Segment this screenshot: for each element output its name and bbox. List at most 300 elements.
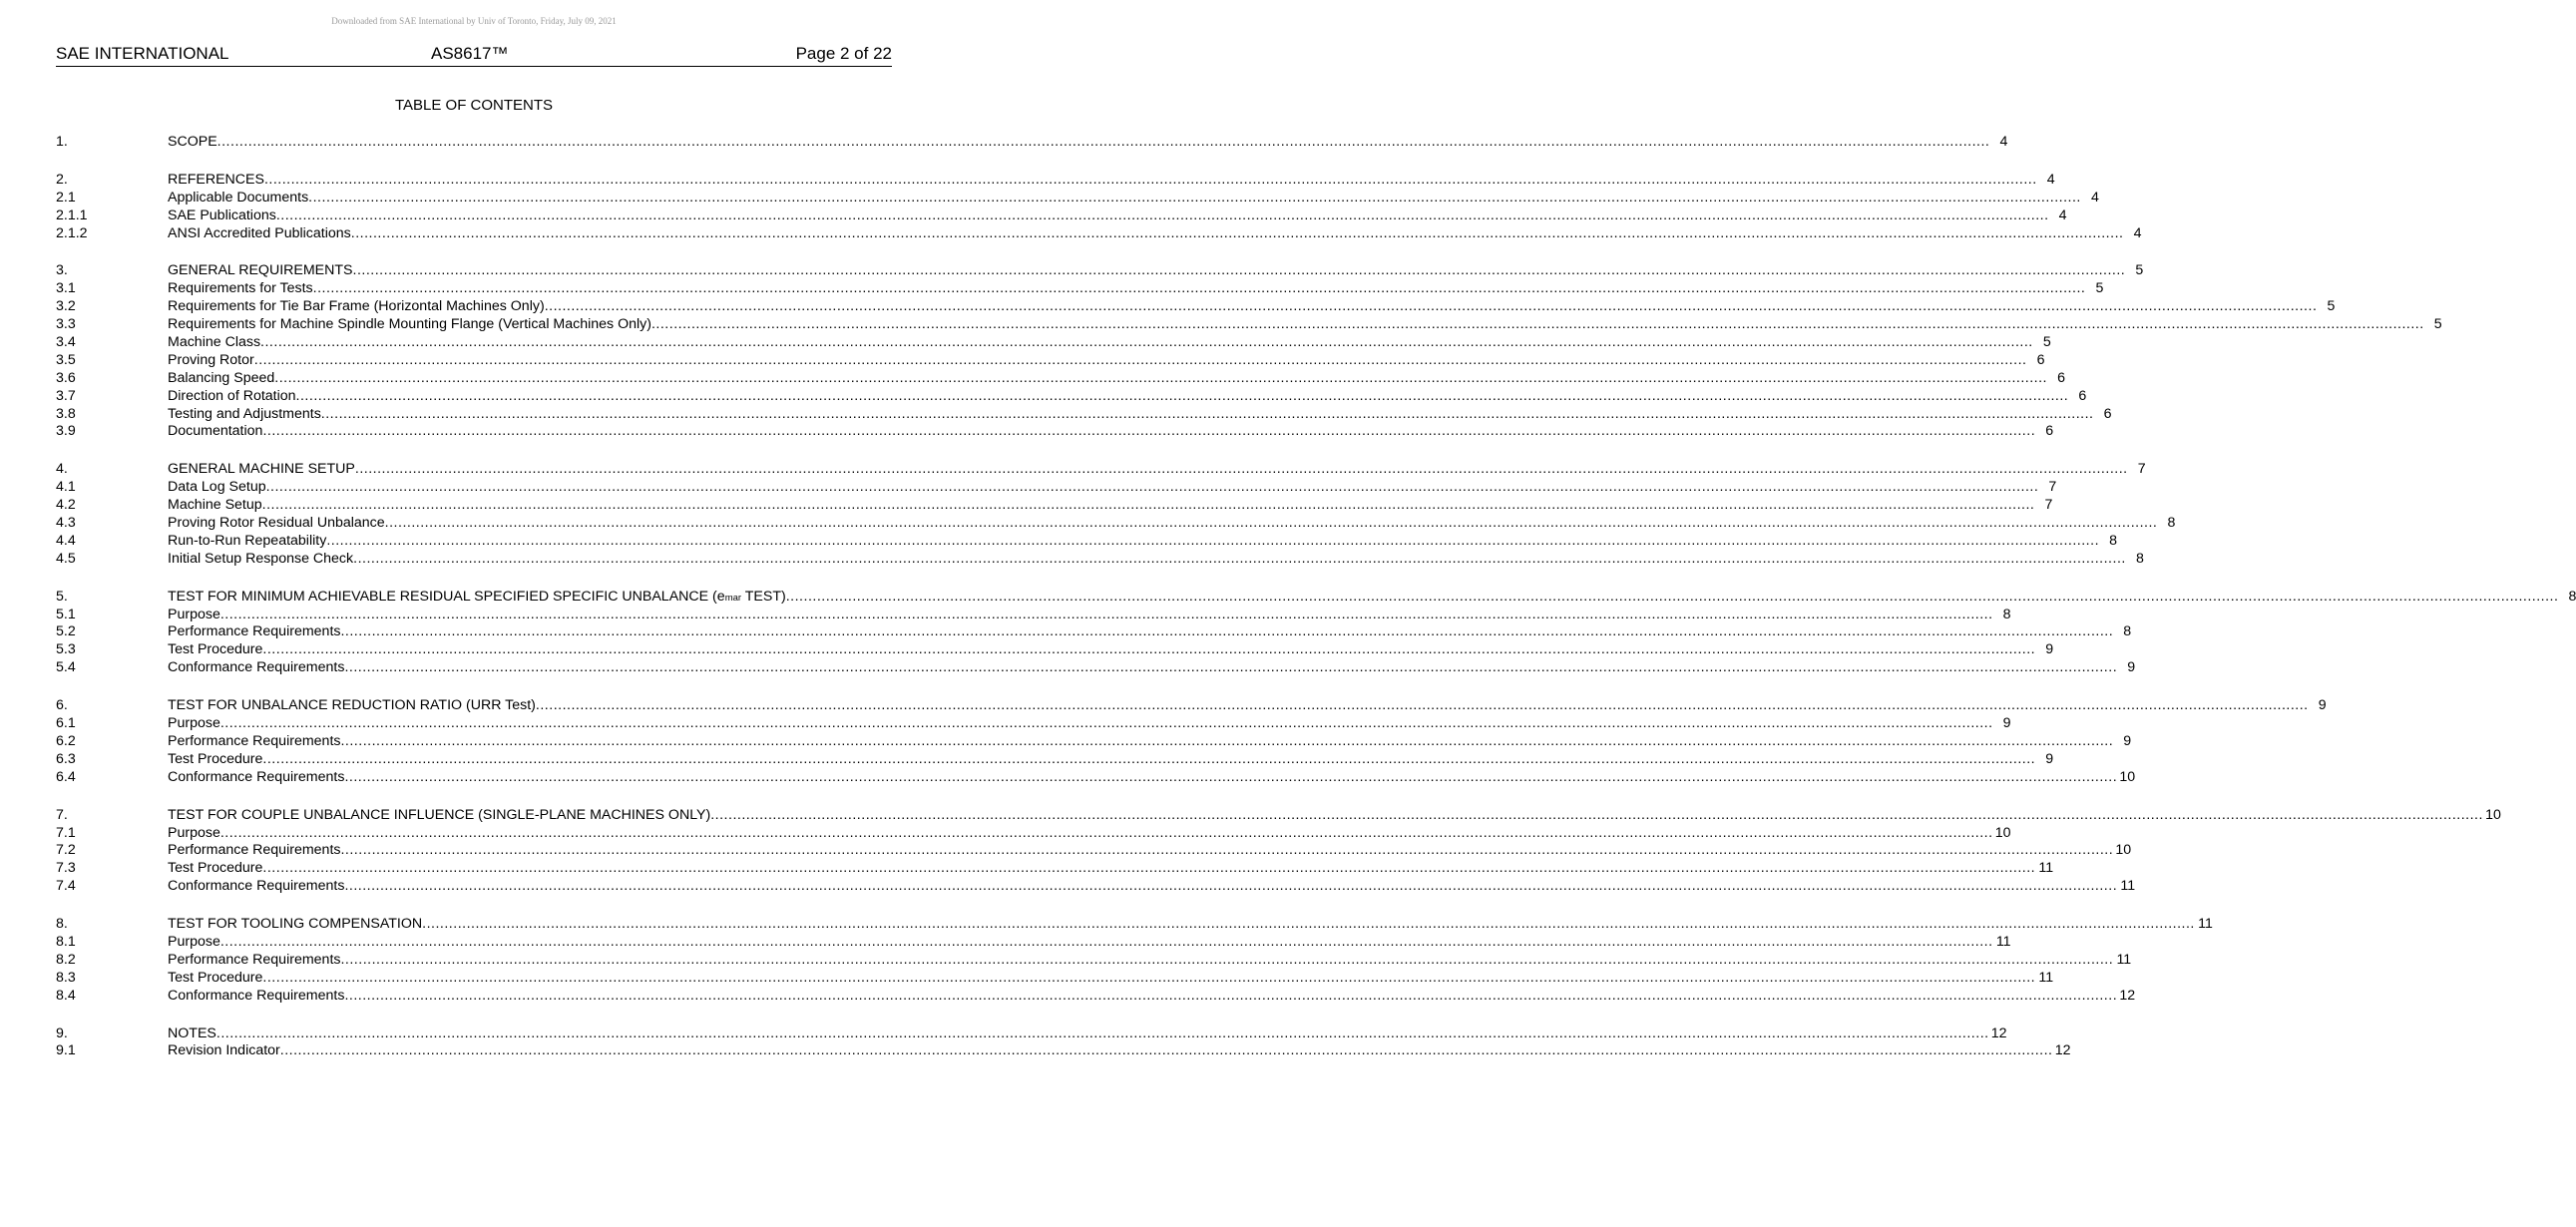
toc-entry[interactable] xyxy=(56,334,2051,352)
toc-entry-page: 4 xyxy=(2046,171,2055,188)
dot-leader: ................................................................................................................................................................................................................................................................................................................................................................................................................ xyxy=(219,606,1993,622)
toc-entry-title-text: Testing and Adjustments xyxy=(168,405,321,422)
toc-entry-line xyxy=(168,1024,2007,1043)
toc-entry[interactable] xyxy=(56,1042,2071,1060)
toc-entry-number: 7.3 xyxy=(56,860,76,877)
toc-entry-title-text: Applicable Documents xyxy=(168,189,309,205)
toc-entry-title xyxy=(168,623,340,641)
toc-entry-title xyxy=(168,659,344,677)
toc-entry[interactable] xyxy=(56,878,2136,896)
toc-entry-number: 3. xyxy=(56,262,68,279)
toc-entry-line xyxy=(168,387,2087,406)
toc-entry-title-text: Conformance Requirements xyxy=(168,878,345,895)
toc-entry[interactable] xyxy=(56,189,2099,207)
toc-entry-title xyxy=(168,172,264,190)
dot-leader: ................................................................................................................................................................................................................................................................................................................................................................................................................ xyxy=(326,532,2100,549)
dot-leader: ................................................................................................................................................................................................................................................................................................................................................................................................................ xyxy=(352,262,2126,279)
toc-entry[interactable] xyxy=(56,933,2011,952)
toc-entry-number: 7.2 xyxy=(56,842,76,859)
toc-entry-line xyxy=(168,206,2067,225)
toc-entry-line xyxy=(168,497,2053,515)
toc-entry-page: 8 xyxy=(2135,550,2144,567)
toc-section xyxy=(56,262,2442,441)
toc-entry-page: 4 xyxy=(1999,134,2008,150)
toc-entry-line xyxy=(168,697,2327,715)
toc-entry-page: 8 xyxy=(2002,606,2011,622)
toc-entry[interactable] xyxy=(56,316,2442,334)
toc-section xyxy=(56,171,2142,243)
dot-leader: ................................................................................................................................................................................................................................................................................................................................................................................................................ xyxy=(275,206,2049,223)
toc-entry-title xyxy=(168,607,220,624)
toc-entry-number: 4.3 xyxy=(56,515,76,532)
dot-leader: ................................................................................................................................................................................................................................................................................................................................................................................................................ xyxy=(261,497,2035,514)
dot-leader: ................................................................................................................................................................................................................................................................................................................................................................................................................ xyxy=(216,134,1990,150)
toc-entry-title-subscript: mar xyxy=(724,592,742,604)
toc-entry[interactable] xyxy=(56,369,2065,388)
toc-entry[interactable] xyxy=(56,387,2087,406)
toc-entry-line xyxy=(168,824,2011,843)
toc-entry[interactable] xyxy=(56,659,2136,677)
dot-leader: ................................................................................................................................................................................................................................................................................................................................................................................................................ xyxy=(340,842,2114,859)
toc-entry-title-text: Purpose xyxy=(168,606,220,622)
toc-entry[interactable] xyxy=(56,951,2132,970)
toc-entry[interactable] xyxy=(56,280,2104,298)
toc-entry-title-text: Conformance Requirements xyxy=(168,659,345,676)
toc-entry-title xyxy=(168,952,340,970)
toc-entry-number: 6.3 xyxy=(56,750,76,767)
toc-entry-line xyxy=(168,588,2576,608)
toc-entry-title xyxy=(168,533,326,551)
toc-entry-title xyxy=(168,715,220,733)
dot-leader: ................................................................................................................................................................................................................................................................................................................................................................................................................ xyxy=(262,423,2036,440)
dot-leader: ................................................................................................................................................................................................................................................................................................................................................................................................................ xyxy=(295,387,2069,404)
toc-entry-page: 6 xyxy=(2036,351,2045,368)
toc-entry-title xyxy=(168,860,262,878)
toc-entry-number: 5.2 xyxy=(56,623,76,640)
toc-entry-title xyxy=(168,225,351,243)
toc-entry-number: 3.6 xyxy=(56,369,76,386)
toc-entry[interactable] xyxy=(56,768,2136,787)
toc-entry-number: 3.9 xyxy=(56,423,76,440)
toc-entry-title xyxy=(168,916,422,934)
toc-entry-number: 3.4 xyxy=(56,334,76,351)
toc-entry-number: 3.7 xyxy=(56,387,76,404)
toc-entry-line xyxy=(168,316,2442,334)
dot-leader: ................................................................................................................................................................................................................................................................................................................................................................................................................ xyxy=(262,969,2036,986)
toc-entry-title-text: NOTES xyxy=(168,1024,216,1041)
toc-entry-title-text: Direction of Rotation xyxy=(168,387,296,404)
toc-entry-title-text: Data Log Setup xyxy=(168,479,266,496)
toc-entry-number: 3.1 xyxy=(56,280,76,297)
toc-entry-line xyxy=(168,641,2054,659)
toc-entry-line xyxy=(168,806,2501,825)
toc-entry[interactable] xyxy=(56,606,2011,624)
toc-entry-page: 12 xyxy=(2054,1042,2071,1059)
toc-entry-title xyxy=(168,190,308,207)
dot-leader: ................................................................................................................................................................................................................................................................................................................................................................................................................ xyxy=(320,405,2094,422)
toc-entry[interactable] xyxy=(56,715,2011,733)
toc-entry[interactable] xyxy=(56,806,2501,825)
toc-entry-title xyxy=(168,406,321,424)
toc-entry-page: 11 xyxy=(2038,969,2054,986)
toc-entry-number: 6. xyxy=(56,697,68,714)
toc-entry-page: 5 xyxy=(2433,316,2442,333)
toc-entry-page: 9 xyxy=(2123,732,2132,749)
dot-leader: ................................................................................................................................................................................................................................................................................................................................................................................................................ xyxy=(262,750,2036,767)
toc-entry-title-text: Purpose xyxy=(168,933,220,950)
toc-entry[interactable] xyxy=(56,171,2055,190)
toc-entry-title-text: GENERAL MACHINE SETUP xyxy=(168,461,355,478)
toc-entry-line xyxy=(168,606,2011,624)
toc-entry-line xyxy=(168,369,2065,388)
dot-leader: ................................................................................................................................................................................................................................................................................................................................................................................................................ xyxy=(215,1024,1989,1041)
dot-leader: ................................................................................................................................................................................................................................................................................................................................................................................................................ xyxy=(274,369,2047,386)
toc-entry-number: 3.5 xyxy=(56,351,76,368)
toc-entry-title-text: Run-to-Run Repeatability xyxy=(168,532,327,549)
download-watermark: Downloaded from SAE International by Univ of Toronto, Friday, July 09, 2021 xyxy=(331,16,617,26)
header-org: SAE INTERNATIONAL xyxy=(56,44,229,63)
toc-entry[interactable] xyxy=(56,461,2146,479)
toc-entry-number: 7.4 xyxy=(56,878,76,895)
toc-entry-number: 8.3 xyxy=(56,969,76,986)
toc-entry-title xyxy=(168,262,353,280)
toc-entry-page: 6 xyxy=(2057,369,2065,386)
toc-entry[interactable] xyxy=(56,262,2144,280)
toc-entry-line xyxy=(168,461,2146,479)
toc-entry-title-text: Conformance Requirements xyxy=(168,768,345,785)
toc-entry-title xyxy=(168,134,217,152)
toc-entry-number: 1. xyxy=(56,134,68,150)
dot-leader: ................................................................................................................................................................................................................................................................................................................................................................................................................ xyxy=(344,987,2118,1004)
toc-section xyxy=(56,806,2501,896)
toc-entry-title-text: Proving Rotor xyxy=(168,351,254,368)
toc-section xyxy=(56,461,2176,568)
toc-title: TABLE OF CONTENTS xyxy=(394,97,554,114)
toc-entry-title-text: Performance Requirements xyxy=(168,623,341,640)
toc-entry-title xyxy=(168,280,313,298)
toc-entry-title xyxy=(168,423,262,441)
toc-section xyxy=(56,1024,2071,1061)
toc-entry-page: 9 xyxy=(2045,641,2054,658)
toc-entry[interactable] xyxy=(56,206,2067,225)
toc-entry-page: 7 xyxy=(2044,497,2053,514)
dot-leader: ................................................................................................................................................................................................................................................................................................................................................................................................................ xyxy=(340,732,2114,749)
toc-entry-line xyxy=(168,351,2045,370)
toc-entry-line xyxy=(168,842,2132,860)
toc-entry-page: 5 xyxy=(2327,298,2336,315)
toc-entry[interactable] xyxy=(56,224,2142,243)
toc-entry-line xyxy=(168,134,2008,152)
toc-entry[interactable] xyxy=(56,987,2136,1006)
dot-leader: ................................................................................................................................................................................................................................................................................................................................................................................................................ xyxy=(535,697,2309,714)
toc-entry-line xyxy=(168,224,2142,243)
toc-entry-page: 12 xyxy=(2119,987,2136,1004)
toc-entry-number: 6.2 xyxy=(56,732,76,749)
dot-leader: ................................................................................................................................................................................................................................................................................................................................................................................................................ xyxy=(262,641,2036,658)
toc-entry[interactable] xyxy=(56,479,2057,497)
toc-entry-title xyxy=(168,352,254,370)
dot-leader: ................................................................................................................................................................................................................................................................................................................................................................................................................ xyxy=(263,171,2037,188)
toc-entry-line xyxy=(168,969,2054,988)
toc-entry-page: 6 xyxy=(2103,405,2112,422)
toc-entry-title xyxy=(168,461,355,479)
toc-entry-page: 9 xyxy=(2045,750,2054,767)
toc-entry-number: 7. xyxy=(56,806,68,823)
toc-entry-number: 8.2 xyxy=(56,951,76,968)
toc-entry-number: 6.4 xyxy=(56,768,76,785)
toc-entry-page: 4 xyxy=(2090,189,2099,205)
toc-entry-page: 5 xyxy=(2042,334,2051,351)
toc-entry-title xyxy=(168,970,262,988)
toc-entry-line xyxy=(168,951,2132,970)
dot-leader: ................................................................................................................................................................................................................................................................................................................................................................................................................ xyxy=(354,461,2128,478)
toc-entry-number: 4.5 xyxy=(56,550,76,567)
toc-entry[interactable] xyxy=(56,588,2576,607)
toc-entry-title-text: REFERENCES xyxy=(168,171,264,188)
dot-leader: ................................................................................................................................................................................................................................................................................................................................................................................................................ xyxy=(710,806,2483,823)
toc-entry-number: 9.1 xyxy=(56,1042,76,1059)
dot-leader: ................................................................................................................................................................................................................................................................................................................................................................................................................ xyxy=(219,824,1993,841)
toc-section xyxy=(56,588,2576,677)
toc-entry-line xyxy=(168,298,2336,316)
toc-entry-title-text: Purpose xyxy=(168,824,220,841)
toc-entry[interactable] xyxy=(56,732,2132,751)
toc-entry-page: 8 xyxy=(2123,623,2132,640)
toc-entry-title xyxy=(168,497,262,515)
toc-entry-line xyxy=(168,532,2118,551)
toc-entry-number: 5. xyxy=(56,588,68,605)
toc-entry-line xyxy=(168,262,2144,280)
toc-entry-title-text: Test Procedure xyxy=(168,641,263,658)
dot-leader: ................................................................................................................................................................................................................................................................................................................................................................................................................ xyxy=(253,351,2027,368)
dot-leader: ................................................................................................................................................................................................................................................................................................................................................................................................................ xyxy=(650,316,2424,333)
toc-entry-title xyxy=(168,551,353,569)
toc-entry-line xyxy=(168,479,2057,497)
toc-entry-number: 2.1.2 xyxy=(56,224,88,241)
toc-entry[interactable] xyxy=(56,532,2118,551)
toc-entry-title-text: GENERAL REQUIREMENTS xyxy=(168,262,353,279)
dot-leader: ................................................................................................................................................................................................................................................................................................................................................................................................................ xyxy=(260,334,2033,351)
toc-entry-title xyxy=(168,733,340,751)
toc-entry-title xyxy=(168,825,220,843)
toc-entry-line xyxy=(168,860,2054,878)
dot-leader: ................................................................................................................................................................................................................................................................................................................................................................................................................ xyxy=(350,224,2124,241)
toc-entry[interactable] xyxy=(56,860,2054,878)
toc-entry-line xyxy=(168,750,2054,769)
toc-entry-title-text: Requirements for Tests xyxy=(168,280,313,297)
toc-entry-title xyxy=(168,988,344,1006)
toc-entry-title-text: TEST FOR COUPLE UNBALANCE INFLUENCE (SINGLE-PLANE MACHINES ONLY) xyxy=(168,806,711,823)
toc-entry-title-text: Conformance Requirements xyxy=(168,987,345,1004)
dot-leader: ................................................................................................................................................................................................................................................................................................................................................................................................................ xyxy=(344,768,2118,785)
toc-entry-number: 3.2 xyxy=(56,298,76,315)
toc-entry[interactable] xyxy=(56,969,2054,988)
toc-entry-page: 10 xyxy=(2115,842,2132,859)
toc-entry-number: 2. xyxy=(56,171,68,188)
toc-entry-page: 9 xyxy=(2002,715,2011,732)
toc-entry-title xyxy=(168,207,276,225)
toc-entry-title-text: SCOPE xyxy=(168,134,217,150)
toc-entry-title-text: TEST FOR UNBALANCE REDUCTION RATIO (URR Test) xyxy=(168,697,536,714)
toc-entry-page: 10 xyxy=(2485,806,2501,823)
dot-leader: ................................................................................................................................................................................................................................................................................................................................................................................................................ xyxy=(340,951,2114,968)
toc-entry-line xyxy=(168,732,2132,751)
dot-leader: ................................................................................................................................................................................................................................................................................................................................................................................................................ xyxy=(265,479,2039,496)
toc-entry[interactable] xyxy=(56,824,2011,843)
toc-entry[interactable] xyxy=(56,916,2213,934)
toc-entry-title-text: Machine Setup xyxy=(168,497,262,514)
toc-entry[interactable] xyxy=(56,405,2112,424)
toc-entry-title xyxy=(168,479,266,497)
dot-leader: ................................................................................................................................................................................................................................................................................................................................................................................................................ xyxy=(219,715,1993,732)
toc-entry-number: 6.1 xyxy=(56,715,76,732)
toc-entry[interactable] xyxy=(56,842,2132,860)
toc-entry-line xyxy=(168,987,2136,1006)
toc-entry[interactable] xyxy=(56,550,2144,569)
dot-leader: ................................................................................................................................................................................................................................................................................................................................................................................................................ xyxy=(312,280,2086,297)
toc-entry-title xyxy=(168,316,651,334)
toc-entry-number: 5.1 xyxy=(56,606,76,622)
toc-entry-number: 8.4 xyxy=(56,987,76,1004)
table-of-contents xyxy=(56,134,2576,1080)
toc-entry-page: 12 xyxy=(1990,1024,2007,1041)
toc-entry-line xyxy=(168,334,2051,352)
toc-entry-page: 11 xyxy=(2038,860,2054,877)
toc-entry-line xyxy=(168,405,2112,424)
toc-entry[interactable] xyxy=(56,298,2336,316)
toc-entry-page: 6 xyxy=(2078,387,2087,404)
toc-entry-number: 4.2 xyxy=(56,497,76,514)
toc-entry-title-text: TEST FOR TOOLING COMPENSATION xyxy=(168,916,423,933)
dot-leader: ................................................................................................................................................................................................................................................................................................................................................................................................................ xyxy=(384,515,2158,532)
toc-entry-page: 7 xyxy=(2048,479,2057,496)
toc-entry-title-text: Revision Indicator xyxy=(168,1042,280,1059)
toc-entry-title-tail: TEST) xyxy=(741,588,786,605)
toc-entry-page: 10 xyxy=(1994,824,2011,841)
toc-entry-line xyxy=(168,715,2011,733)
toc-entry-page: 5 xyxy=(2135,262,2144,279)
toc-entry-title xyxy=(168,842,340,860)
toc-entry-title xyxy=(168,934,220,952)
toc-entry-line xyxy=(168,515,2176,533)
toc-section xyxy=(56,916,2213,1005)
toc-entry-title-text: Test Procedure xyxy=(168,969,263,986)
toc-entry-line xyxy=(168,916,2213,934)
toc-entry-number: 4. xyxy=(56,461,68,478)
toc-entry-title xyxy=(168,1025,216,1043)
toc-entry-title xyxy=(168,697,536,715)
toc-entry-page: 7 xyxy=(2137,461,2146,478)
dot-leader: ................................................................................................................................................................................................................................................................................................................................................................................................................ xyxy=(344,878,2118,895)
toc-entry-number: 5.3 xyxy=(56,641,76,658)
toc-entry-title-text: ANSI Accredited Publications xyxy=(168,224,351,241)
toc-entry-page: 5 xyxy=(2095,280,2104,297)
toc-entry-line xyxy=(168,189,2099,207)
toc-entry-line xyxy=(168,423,2054,441)
toc-entry-title xyxy=(168,769,344,787)
toc-entry[interactable] xyxy=(56,623,2132,641)
toc-entry-title-text: Performance Requirements xyxy=(168,951,341,968)
toc-entry[interactable] xyxy=(56,515,2176,533)
toc-entry-number: 4.4 xyxy=(56,532,76,549)
toc-entry-line xyxy=(168,623,2132,641)
toc-entry-page: 8 xyxy=(2109,532,2118,549)
toc-entry-title-text: Test Procedure xyxy=(168,860,263,877)
toc-entry-title-text: Proving Rotor Residual Unbalance xyxy=(168,515,385,532)
toc-entry-page: 11 xyxy=(2198,916,2213,933)
toc-entry-line xyxy=(168,1042,2071,1060)
toc-entry-title xyxy=(168,370,274,388)
dot-leader: ................................................................................................................................................................................................................................................................................................................................................................................................................ xyxy=(262,860,2036,877)
toc-entry-title-text: Balancing Speed xyxy=(168,369,275,386)
toc-entry-title xyxy=(168,298,545,316)
toc-entry[interactable] xyxy=(56,1024,2007,1043)
toc-entry-title xyxy=(168,641,262,659)
toc-entry-page: 4 xyxy=(2133,224,2142,241)
toc-entry-title xyxy=(168,751,262,769)
toc-entry-page: 11 xyxy=(1995,933,2011,950)
toc-entry-line xyxy=(168,171,2055,190)
toc-entry-line xyxy=(168,280,2104,298)
toc-entry-number: 5.4 xyxy=(56,659,76,676)
toc-entry[interactable] xyxy=(56,497,2053,515)
toc-entry-page: 4 xyxy=(2058,206,2067,223)
toc-entry-title xyxy=(168,589,786,608)
toc-entry-page: 9 xyxy=(2127,659,2136,676)
toc-entry-page: 9 xyxy=(2318,697,2327,714)
toc-entry-page: 6 xyxy=(2045,423,2054,440)
toc-entry-line xyxy=(168,550,2144,569)
toc-entry-number: 4.1 xyxy=(56,479,76,496)
toc-entry-page: 10 xyxy=(2119,768,2136,785)
dot-leader: ................................................................................................................................................................................................................................................................................................................................................................................................................ xyxy=(422,916,2195,933)
toc-entry-number: 8. xyxy=(56,916,68,933)
toc-entry-title-text: Purpose xyxy=(168,715,220,732)
dot-leader: ................................................................................................................................................................................................................................................................................................................................................................................................................ xyxy=(785,588,2559,605)
toc-entry-title-text: Performance Requirements xyxy=(168,732,341,749)
toc-entry-page: 11 xyxy=(2116,951,2132,968)
toc-entry-title xyxy=(168,878,344,896)
toc-entry-title-text: Requirements for Tie Bar Frame (Horizontal Machines Only) xyxy=(168,298,545,315)
toc-entry-number: 2.1 xyxy=(56,189,76,205)
toc-entry[interactable] xyxy=(56,750,2054,769)
dot-leader: ................................................................................................................................................................................................................................................................................................................................................................................................................ xyxy=(279,1042,2053,1059)
toc-entry[interactable] xyxy=(56,134,2008,152)
page-header xyxy=(56,44,892,67)
toc-entry-title-text: TEST FOR MINIMUM ACHIEVABLE RESIDUAL SPECIFIED SPECIFIC UNBALANCE (e xyxy=(168,588,725,605)
toc-entry-title xyxy=(168,334,260,352)
toc-entry-title-text: Test Procedure xyxy=(168,750,263,767)
toc-entry-line xyxy=(168,659,2136,677)
toc-entry-number: 7.1 xyxy=(56,824,76,841)
toc-entry-number: 9. xyxy=(56,1024,68,1041)
toc-entry-title-text: Initial Setup Response Check xyxy=(168,550,354,567)
toc-entry[interactable] xyxy=(56,697,2327,715)
toc-entry-line xyxy=(168,768,2136,787)
header-page-number: Page 2 of 22 xyxy=(795,44,892,63)
toc-entry-title-text: Machine Class xyxy=(168,334,261,351)
toc-entry[interactable] xyxy=(56,351,2045,370)
dot-leader: ................................................................................................................................................................................................................................................................................................................................................................................................................ xyxy=(544,298,2318,315)
dot-leader: ................................................................................................................................................................................................................................................................................................................................................................................................................ xyxy=(219,933,1993,950)
toc-entry-page: 8 xyxy=(2167,515,2176,532)
dot-leader: ................................................................................................................................................................................................................................................................................................................................................................................................................ xyxy=(340,623,2114,640)
toc-entry-number: 2.1.1 xyxy=(56,206,88,223)
toc-entry[interactable] xyxy=(56,641,2054,659)
toc-section xyxy=(56,697,2327,786)
toc-entry-number: 8.1 xyxy=(56,933,76,950)
toc-entry[interactable] xyxy=(56,423,2054,441)
